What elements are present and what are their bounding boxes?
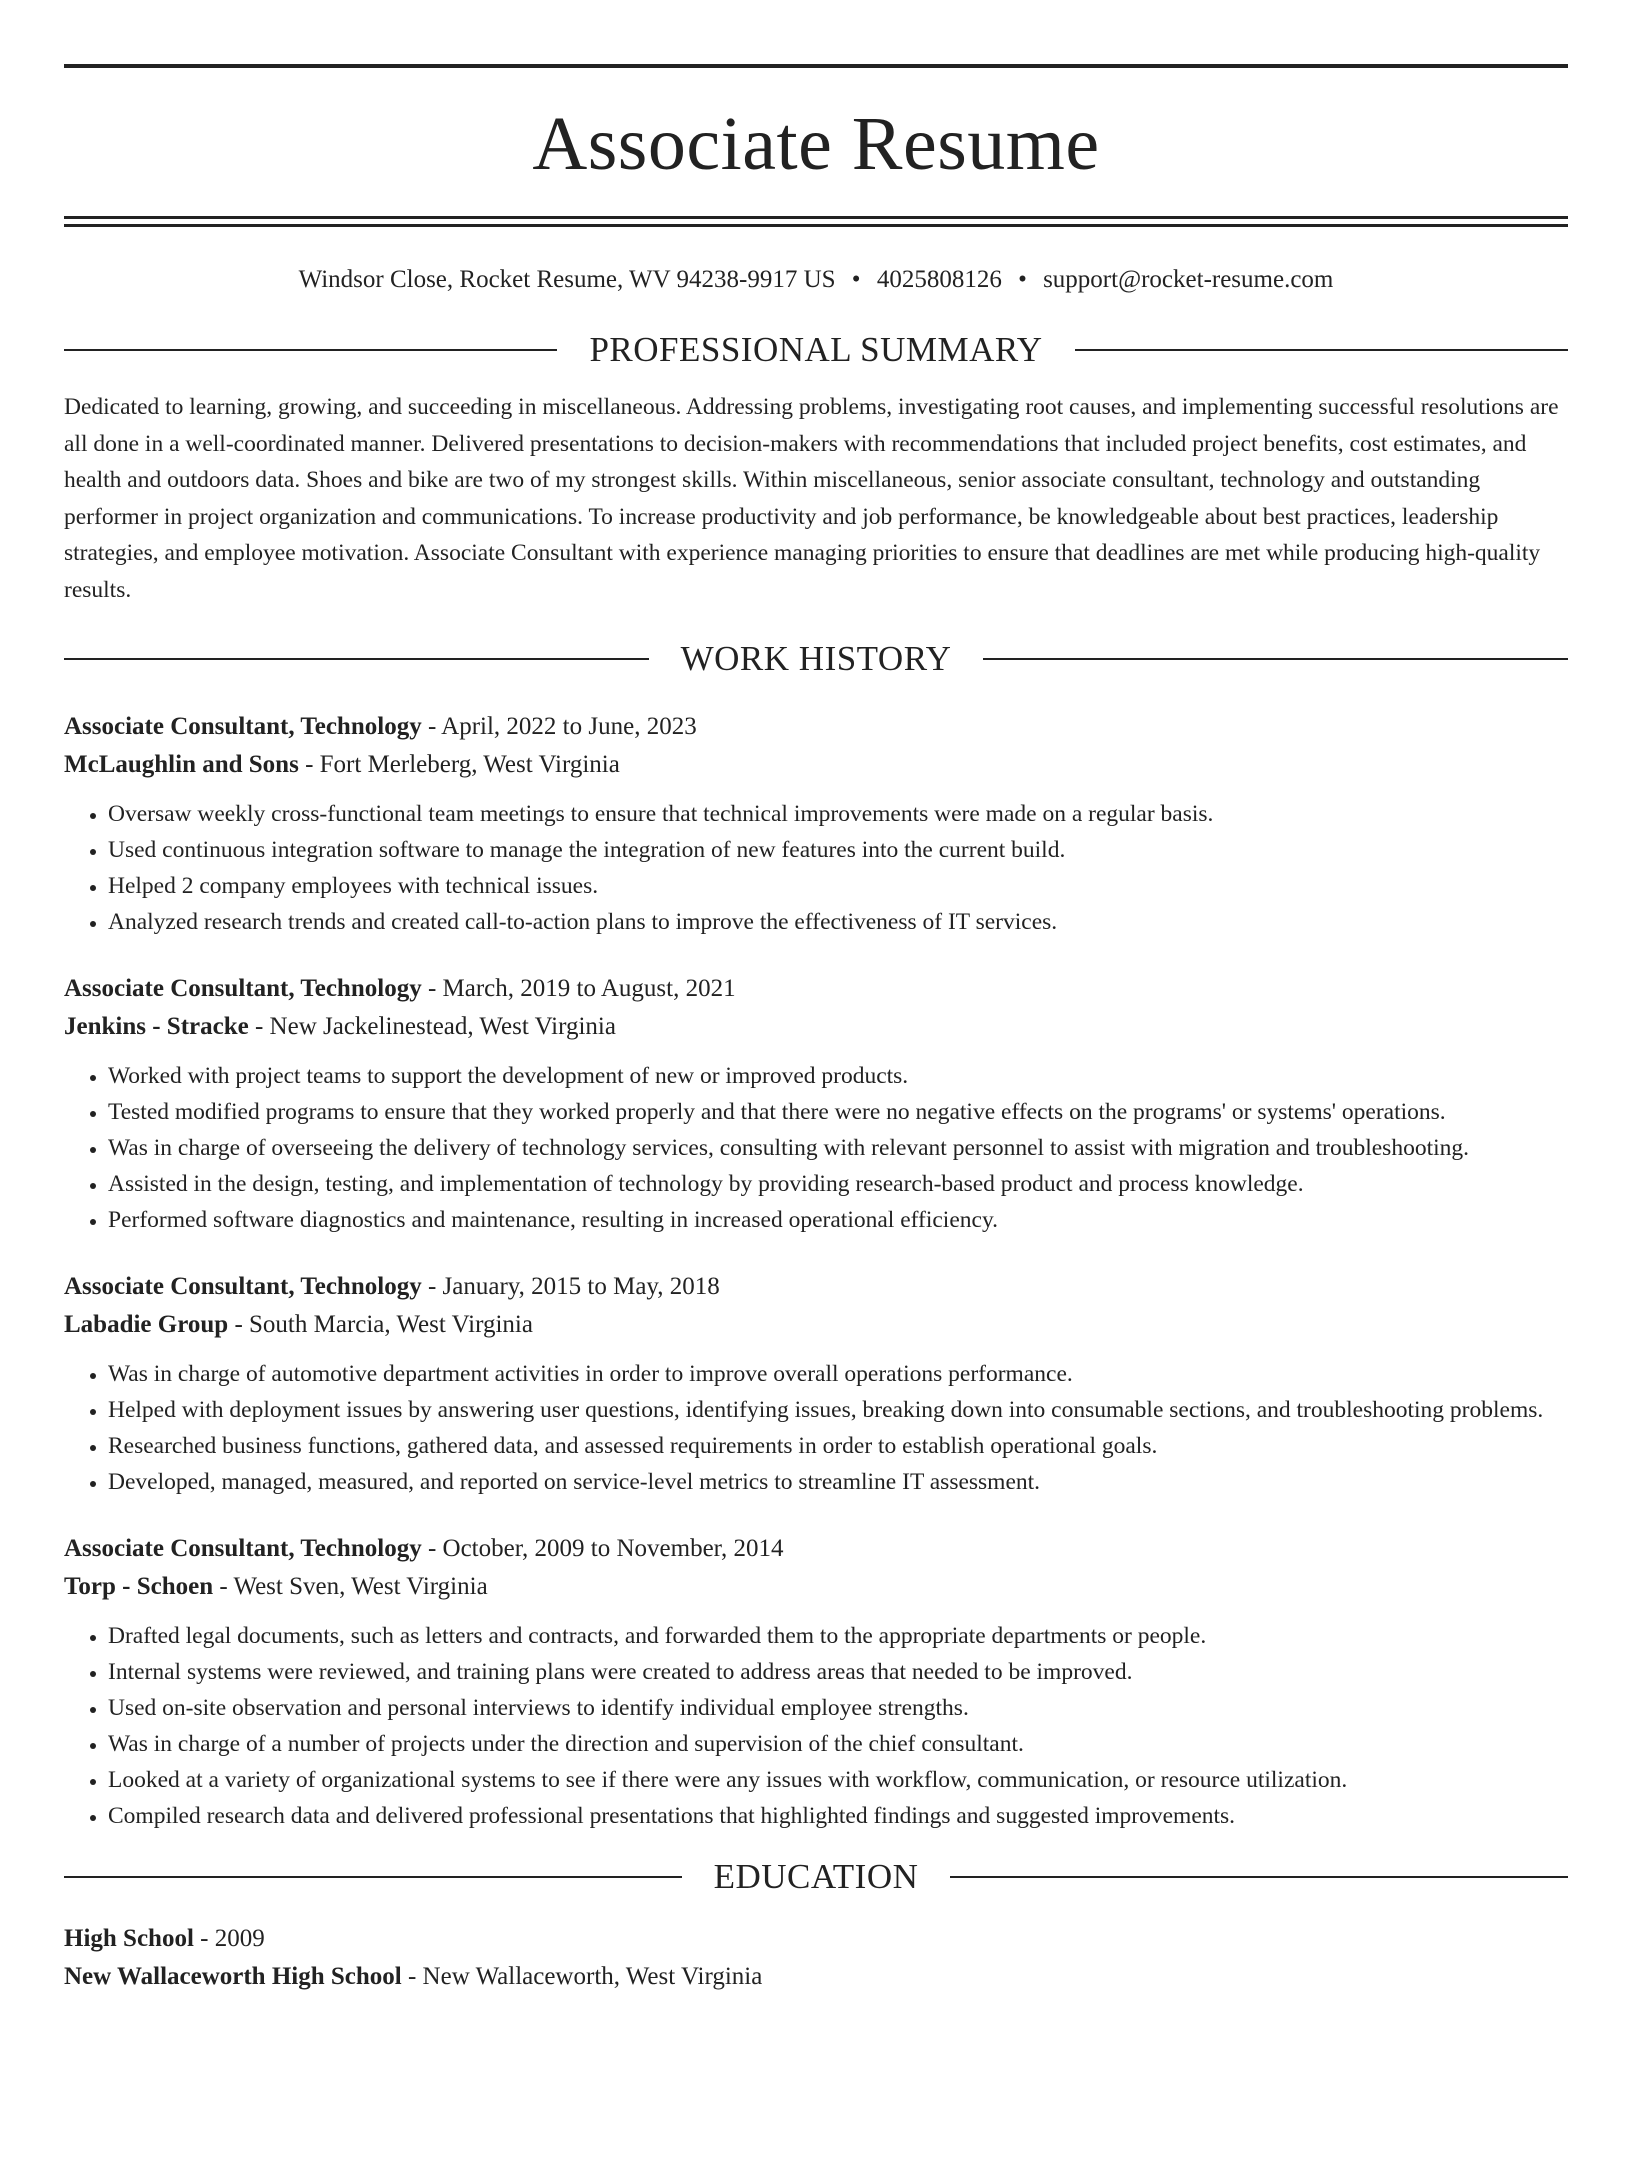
job-bullets xyxy=(64,796,1568,940)
job-company-line xyxy=(64,1008,1568,1046)
job-company: Labadie Group xyxy=(64,1311,229,1338)
title-double-rule xyxy=(64,216,1568,227)
job-title-line xyxy=(64,708,1568,746)
top-rule xyxy=(64,64,1568,68)
job-company: McLaughlin and Sons xyxy=(64,751,299,778)
work-history-heading xyxy=(64,638,1568,680)
job-title: Associate Consultant, Technology xyxy=(64,975,422,1002)
job-dates: - April, 2022 to June, 2023 xyxy=(421,713,697,740)
job-title: Associate Consultant, Technology xyxy=(64,713,422,740)
job-entry xyxy=(64,1530,1568,1834)
job-location: - West Sven, West Virginia xyxy=(213,1573,488,1600)
job-bullet: • Was in charge of overseeing the delivery of technology services, consulting with relevant personnel to assist with migration and troubleshooting. xyxy=(108,1130,1568,1166)
job-location: - Fort Merleberg, West Virginia xyxy=(298,751,620,778)
contact-phone: 4025808126 xyxy=(876,266,1002,293)
education-heading-title: EDUCATION xyxy=(713,1857,919,1896)
job-bullet: • Used continuous integration software to manage the integration of new features into the current build. xyxy=(108,832,1568,868)
heading-rule-right xyxy=(1075,349,1568,351)
job-bullets xyxy=(64,1058,1568,1238)
job-bullet: • Helped 2 company employees with technical issues. xyxy=(108,868,1568,904)
job-bullet: • Used on-site observation and personal interviews to identify individual employee strengths. xyxy=(108,1690,1568,1726)
job-bullet: • Worked with project teams to support the development of new or improved products. xyxy=(108,1058,1568,1094)
job-title-line xyxy=(64,1530,1568,1568)
job-bullets xyxy=(64,1356,1568,1500)
education-heading xyxy=(64,1856,1568,1898)
summary-heading-title: PROFESSIONAL SUMMARY xyxy=(589,330,1043,369)
job-bullet: • Analyzed research trends and created call-to-action plans to improve the effectiveness of IT services. xyxy=(108,904,1568,940)
resume-page xyxy=(0,64,1632,1996)
job-location: - South Marcia, West Virginia xyxy=(228,1311,533,1338)
job-dates: - March, 2019 to August, 2021 xyxy=(421,975,736,1002)
job-company-line xyxy=(64,746,1568,784)
job-entry xyxy=(64,1268,1568,1500)
job-entry xyxy=(64,970,1568,1238)
work-history-list xyxy=(64,708,1568,1834)
job-company: Torp - Schoen xyxy=(64,1573,214,1600)
contact-address: Windsor Close, Rocket Resume, WV 94238-9917 US xyxy=(298,266,836,293)
job-bullet: • Drafted legal documents, such as letters and contracts, and forwarded them to the appropriate departments or people. xyxy=(108,1618,1568,1654)
job-bullet: • Internal systems were reviewed, and training plans were created to address areas that needed to be improved. xyxy=(108,1654,1568,1690)
heading-rule-left xyxy=(64,658,649,660)
job-bullet: • Helped with deployment issues by answering user questions, identifying issues, breaking down into consumable sections, and troubleshooting problems. xyxy=(108,1392,1568,1428)
resume-title: Associate Resume xyxy=(532,102,1100,186)
education-degree: High School xyxy=(64,1925,194,1952)
summary-heading xyxy=(64,329,1568,371)
job-bullet: • Oversaw weekly cross-functional team meetings to ensure that technical improvements were made on a regular basis. xyxy=(108,796,1568,832)
heading-rule-right xyxy=(983,658,1568,660)
job-bullet: • Was in charge of a number of projects under the direction and supervision of the chief consultant. xyxy=(108,1726,1568,1762)
job-title-line xyxy=(64,1268,1568,1306)
job-company-line xyxy=(64,1568,1568,1606)
education-entry xyxy=(64,1920,1568,1996)
education-year: - 2009 xyxy=(193,1925,265,1952)
job-bullet: • Was in charge of automotive department activities in order to improve overall operations performance. xyxy=(108,1356,1568,1392)
summary-text: Dedicated to learning, growing, and succeeding in miscellaneous. Addressing problems, investigating root causes, and implementing successful resolutions are all done in a well-coordinated manner. Delivered presentations to decision-makers with recommendations that included project benefits, cost estimates, and health and outdoors data. Shoes and bike are two of my strongest skills. Within miscellaneous, senior associate consultant, technology and outstanding performer in project organization and communications. To increase productivity and job performance, be knowledgeable about best practices, leadership strategies, and employee motivation. Associate Consultant with experience managing priorities to ensure that deadlines are met while producing high-quality results. xyxy=(64,394,1559,603)
job-bullet: • Assisted in the design, testing, and implementation of technology by providing research-based product and process knowledge. xyxy=(108,1166,1568,1202)
contact-email: support@rocket-resume.com xyxy=(1043,266,1334,293)
job-bullet: • Developed, managed, measured, and reported on service-level metrics to streamline IT assessment. xyxy=(108,1464,1568,1500)
contact-line xyxy=(64,265,1568,295)
education-degree-line xyxy=(64,1920,1568,1958)
education-school: New Wallaceworth High School xyxy=(64,1963,402,1990)
job-bullet: • Researched business functions, gathered data, and assessed requirements in order to establish operational goals. xyxy=(108,1428,1568,1464)
job-bullet: • Compiled research data and delivered professional presentations that highlighted findings and suggested improvements. xyxy=(108,1798,1568,1834)
heading-rule-right xyxy=(950,1876,1568,1878)
job-bullet: • Performed software diagnostics and maintenance, resulting in increased operational efficiency. xyxy=(108,1202,1568,1238)
work-history-heading-title: WORK HISTORY xyxy=(680,639,952,678)
education-school-line xyxy=(64,1958,1568,1996)
job-location: - New Jackelinestead, West Virginia xyxy=(248,1013,616,1040)
contact-separator: • xyxy=(1018,266,1027,293)
contact-separator: • xyxy=(851,266,861,293)
heading-rule-left xyxy=(64,1876,682,1878)
job-title-line xyxy=(64,970,1568,1008)
job-title: Associate Consultant, Technology xyxy=(64,1273,422,1300)
heading-rule-left xyxy=(64,349,557,351)
job-dates: - October, 2009 to November, 2014 xyxy=(421,1535,784,1562)
job-company: Jenkins - Stracke xyxy=(64,1013,249,1040)
job-bullet: • Tested modified programs to ensure that they worked properly and that there were no negative effects on the programs' or systems' operations. xyxy=(108,1094,1568,1130)
job-bullets xyxy=(64,1618,1568,1834)
job-bullet: • Looked at a variety of organizational systems to see if there were any issues with workflow, communication, or resource utilization. xyxy=(108,1762,1568,1798)
education-location: - New Wallaceworth, West Virginia xyxy=(401,1963,763,1990)
job-company-line xyxy=(64,1306,1568,1344)
job-entry xyxy=(64,708,1568,940)
job-dates: - January, 2015 to May, 2018 xyxy=(421,1273,720,1300)
job-title: Associate Consultant, Technology xyxy=(64,1535,422,1562)
